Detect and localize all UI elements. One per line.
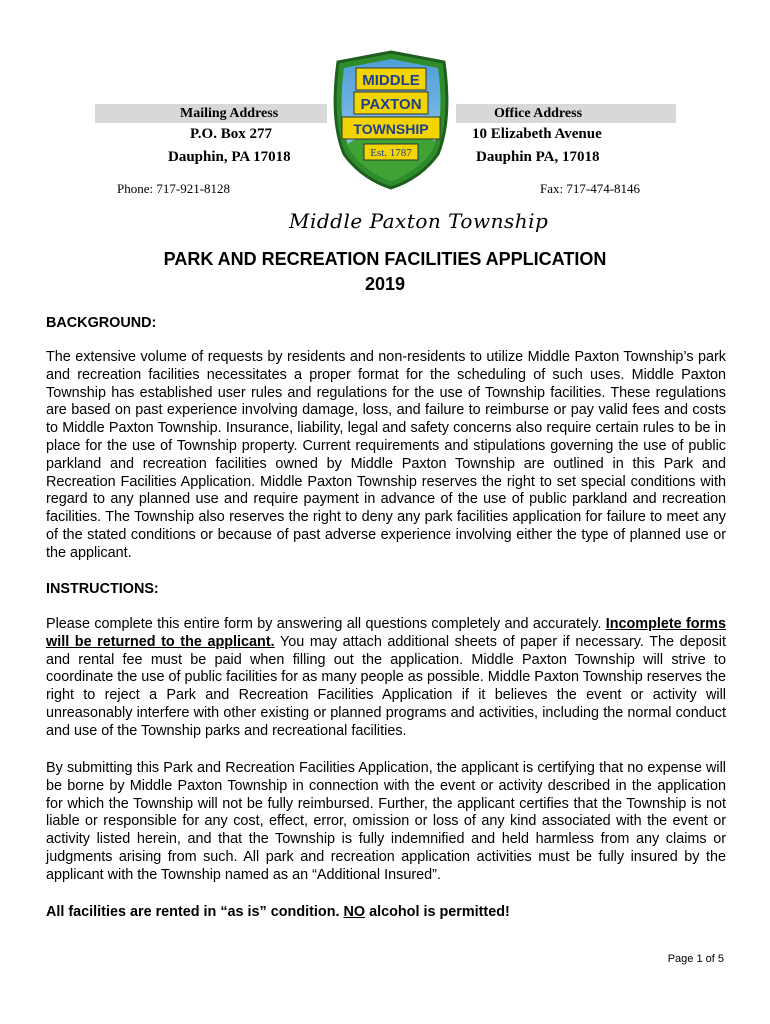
township-logo [326, 50, 456, 190]
background-heading: BACKGROUND: [46, 315, 157, 331]
document-title: PARK AND RECREATION FACILITIES APPLICATION [163, 249, 607, 269]
office-address-line2: Dauphin PA, 17018 [476, 149, 600, 165]
office-address-line1: 10 Elizabeth Avenue [472, 126, 602, 142]
logo-line3: TOWNSHIP [353, 121, 429, 137]
as-is-condition-text: All facilities are rented in “as is” condition. [46, 904, 344, 920]
instructions-heading: INSTRUCTIONS: [46, 581, 159, 597]
mailing-address-line1: P.O. Box 277 [190, 126, 272, 142]
background-paragraph: The extensive volume of requests by residents and non-residents to utilize Middle Paxton Township’s park and recreation facilities necessitates a proper format for the scheduling of such uses. Middle Paxton Township has established user rules and regulations for the use of Township facilities. These regulations are based on past experience involving damage, loss, and failure to reimburse or pay valid fees and costs to Middle Paxton Township. Insurance, liability, legal and safety concerns also require certain rules to be in place for the use of Township property. Current requirements and stipulations governing the use of public parkland and recreation facilities owned by Middle Paxton Township are outlined in this Park and Recreation Facilities Application. Middle Paxton Township reserves the right to set special conditions with regard to any planned use and require payment in advance of the use of public parkland and recreation facilities. The Township also reserves the right to deny any park facilities application for failure to meet any of the stated conditions or because of past adverse experience involving either the type of planned use or the applicant. [46, 349, 726, 561]
document-year: 2019 [364, 274, 406, 294]
incomplete-forms-warning: Incomplete forms will be returned to the applicant. [46, 616, 726, 650]
office-address-label: Office Address [494, 106, 583, 121]
instructions-p1-start: Please complete this entire form by answering all questions completely and accurately. [46, 616, 606, 632]
instructions-paragraph-2: By submitting this Park and Recreation Facilities Application, the applicant is certifying that no expense will be borne by Middle Paxton Township in connection with the event or activity described in the application for which the Township will not be fully reimbursed. Further, the applicant certifies that the Township is not liable or responsible for any cost, effect, error, omission or loss of any kind associated with the event or activity listed herein, and that the Township is fully indemnified and held harmless from any claims or judgments arising from such. All park and recreation application activities must be fully insured by the applicant with the Township named as an “Additional Insured”. [46, 760, 726, 883]
mailing-address-line2: Dauphin, PA 17018 [168, 149, 291, 165]
instructions-paragraph-1 [46, 616, 726, 741]
mailing-address-label: Mailing Address [180, 106, 279, 121]
logo-line1: MIDDLE [362, 72, 420, 89]
rental-conditions-note [46, 904, 726, 922]
office-address-bar [456, 104, 676, 123]
logo-line2: PAXTON [360, 96, 422, 113]
logo-est: Est. 1787 [370, 147, 412, 159]
fax-number: Fax: 717-474-8146 [540, 181, 641, 196]
mailing-address-bar [95, 104, 327, 123]
no-alcohol-emphasis: NO [343, 904, 366, 920]
alcohol-text: alcohol is permitted! [365, 904, 510, 920]
township-script-name: Middle Paxton Township [289, 209, 549, 233]
phone-number: Phone: 717-921-8128 [117, 181, 231, 196]
page-number: Page 1 of 5 [667, 953, 724, 965]
instructions-p1-rest: You may attach additional sheets of paper if necessary. The deposit and rental fee must be paid when filling out the application. Middle Paxton Township will strive to coordinate the use of public facilities for as many people as possible. Middle Paxton Township reserves the right to reject a Park and Recreation Facilities Application if it believes the event or activity will unreasonably interfere with other existing or planned programs and activities, including the normal conduct and use of the Township parks and recreational facilities. [46, 633, 726, 739]
